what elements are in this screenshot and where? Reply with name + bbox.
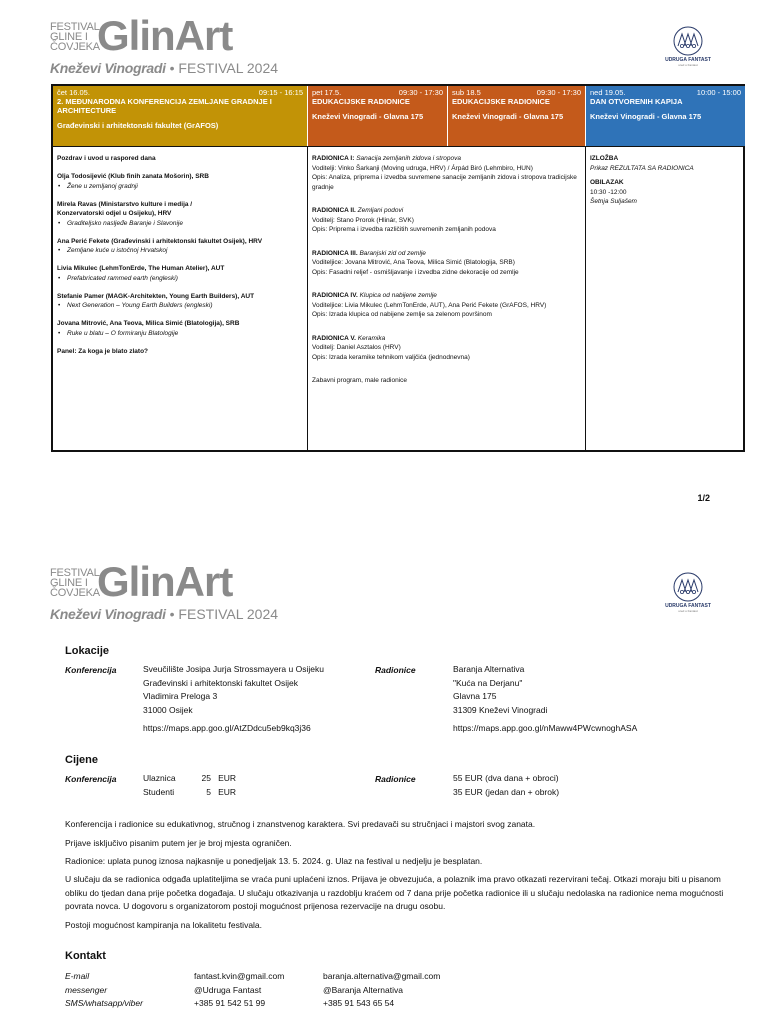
org-name: UDRUGA FANTAST — [665, 603, 711, 609]
schedule-table — [51, 84, 745, 452]
workshops-address — [453, 663, 637, 736]
exhibit-desc: Prikaz REZULTATA SA RADIONICA — [590, 164, 694, 172]
workshop-item — [312, 249, 580, 278]
workshop-leaders: Voditeljice: Jovana Mitrović, Ana Teova, Milica Simić (Blatologija, SRB) — [312, 259, 515, 266]
contact-labels — [65, 970, 143, 1011]
address-line: Baranja Alternativa — [453, 664, 525, 674]
logo-small-text — [50, 568, 102, 598]
locations-workshops-label: Radionice — [375, 665, 416, 675]
logo-small-text — [50, 22, 102, 52]
workshop-number: RADIONICA I: — [312, 155, 355, 162]
org-name: UDRUGA FANTAST — [665, 57, 711, 63]
workshop-desc: Opis: Priprema i izvedba različitih suvremenih zemljanih podova — [312, 226, 496, 233]
festival-logo — [50, 12, 280, 78]
workshop-prices — [453, 772, 559, 799]
header-day: čet 16.05. — [57, 88, 90, 97]
header-place: Kneževi Vinogradi - Glavna 175 — [590, 112, 702, 121]
talk-topic: • Graditeljsko nasljeđe Baranje i Slavonije — [57, 219, 303, 229]
talk-speaker: Jovana Mitrović, Ana Teova, Milica Simić (Blatologija), SRB — [57, 320, 240, 327]
messenger-handle[interactable]: @Udruga Fantast — [194, 984, 262, 995]
workshop-leaders: Voditeljice: Livia Mikulec (LehmTonErde, AUT), Ana Perić Fekete (GrAFOS, HRV) — [312, 301, 547, 309]
talk-topic: • Ruke u blatu – O formiranju Blatologije — [57, 329, 303, 339]
logo-wordmark: GlinArt — [97, 12, 233, 59]
page-number: 1/2 — [697, 493, 710, 503]
conference-map-link[interactable]: https://maps.app.goo.gl/AtZDdcu5eb9kq3j36 — [143, 723, 311, 733]
price-row: 55 EUR (dva dana + obroci) — [453, 773, 559, 783]
price-row: Studenti 5 EUR — [143, 786, 237, 797]
phone-number[interactable]: +385 91 543 65 54 — [323, 998, 395, 1008]
workshops-program — [312, 154, 580, 394]
workshop-item — [312, 291, 580, 320]
logo-line-3: ČOVJEKA — [50, 41, 100, 53]
info-paragraph: Radionice: uplata punog iznosa najkasnije u ponedjeljak 13. 5. 2024. g. Ulaz na festival u nedjelju je besplatan. — [65, 856, 483, 866]
workshop-leaders: Voditelj: Daniel Asztalos (HRV) — [312, 344, 401, 351]
workshop-title: Klupica od nabijene zemlje — [359, 292, 437, 299]
workshop-number: RADIONICA V. — [312, 334, 356, 342]
header-divider — [53, 146, 743, 147]
email-link[interactable]: fantast.kvin@gmail.com — [194, 971, 285, 981]
header-place: Kneževi Vinogradi - Glavna 175 — [312, 112, 424, 121]
fantast-emblem-icon — [670, 26, 706, 56]
prices-heading: Cijene — [65, 754, 99, 766]
workshop-title: Keramika — [357, 334, 386, 342]
talk-speaker: Stefanie Pamer (MAGK-Architekten, Young Earth Builders), AUT — [57, 292, 255, 300]
org-tagline: ured u Fantast — [678, 609, 698, 613]
festival-logo-2 — [50, 558, 280, 624]
logo-wordmark: GlinArt — [97, 558, 233, 605]
price-row: 35 EUR (jedan dan + obrok) — [453, 786, 560, 797]
talk-topic: • Žene u zemljanoj gradnji — [57, 182, 303, 192]
workshop-number: RADIONICA III. — [312, 249, 358, 257]
talk-item — [57, 172, 303, 191]
talk-speaker: Olja Todosijević (Klub finih zanata Mošorin), SRB — [57, 173, 209, 180]
workshop-desc: Opis: Analiza, priprema i izvedba suvremene sanacije zemljanih zidova i stropova tradicijske gradnje — [312, 174, 577, 191]
header-open-day — [585, 86, 745, 146]
prices-workshops-label: Radionice — [375, 774, 416, 784]
conference-program — [57, 154, 303, 365]
contact-fantast — [194, 970, 284, 1011]
header-place: Građevinski i arhitektonski fakultet (GrAFOS) — [57, 121, 219, 130]
workshop-desc: Opis: Izrada klupica od nabijene zemlje sa zelenom površinom — [312, 311, 492, 318]
org-tagline: ured u Fantast — [678, 63, 698, 67]
workshop-item — [312, 334, 580, 363]
tour-desc: Šetnja Suljašem — [590, 198, 637, 205]
header-day: pet 17.5. — [312, 88, 342, 97]
talk-topic: • Next Generation – Young Earth Builders (engleski) — [57, 301, 303, 311]
workshop-leaders: Voditelj: Stano Prorok (Hlinár, SVK) — [312, 216, 414, 224]
talk-item — [57, 264, 303, 283]
workshop-leaders: Voditelji: Vinko Šarkanji (Moving udruga, HRV) / Árpád Biró (Lehmbiro, HUN) — [312, 164, 533, 172]
logo-line-1: FESTIVAL — [50, 567, 100, 579]
header-time: 09:30 - 17:30 — [536, 88, 581, 97]
workshop-title: Baranjski zid od zemlje — [359, 249, 426, 257]
talk-item — [57, 237, 303, 256]
address-line: Građevinski i arhitektonski fakultet Osijek — [143, 677, 298, 688]
workshops-map-link[interactable]: https://maps.app.goo.gl/nMaww4PWcwnoghASA — [453, 723, 638, 733]
logo-line-2: GLINE I — [50, 577, 88, 589]
header-time: 09:15 - 16:15 — [258, 88, 303, 97]
contact-baranja — [323, 970, 440, 1011]
workshops-footer: Zabavni program, male radionice — [312, 377, 408, 384]
talk-item — [57, 292, 303, 311]
tour-time: 10:30 -12:00 — [590, 188, 627, 196]
workshop-item — [312, 206, 580, 235]
talk-item — [57, 319, 303, 338]
logo-subtitle: Kneževi Vinogradi • FESTIVAL 2024 — [50, 606, 279, 622]
info-paragraph: Konferencija i radionice su edukativnog, stručnog i znanstvenog karaktera. Svi predavači su stručnjaci i majstori svog zanata. — [65, 819, 536, 829]
udruga-fantast-logo-2 — [660, 572, 716, 612]
talk-topic: • Prefabricated rammed earth (engleski) — [57, 274, 303, 284]
header-title: DAN OTVORENIH KAPIJA — [590, 97, 683, 106]
column-divider — [307, 146, 308, 450]
conference-prices — [143, 772, 236, 799]
contact-label: messenger — [65, 984, 108, 995]
talk-speaker: Mirela Ravas (Ministarstvo kulture i medija / Konzervatorski odjel u Osijeku), HRV — [57, 200, 193, 217]
price-row: Ulaznica 25 EUR — [143, 773, 237, 783]
phone-number[interactable]: +385 91 542 51 99 — [194, 998, 266, 1008]
info-paragraph: Prijave isključivo pisanim putem jer je broj mjesta ograničen. — [65, 838, 292, 848]
messenger-handle[interactable]: @Baranja Alternativa — [323, 984, 403, 995]
contact-label: E-mail — [65, 971, 90, 981]
talk-speaker: Livia Mikulec (LehmTonErde, The Human Atelier), AUT — [57, 265, 225, 272]
workshop-desc: Opis: Izrada keramike tehnikom valjčića (jednodnevna) — [312, 353, 470, 361]
workshop-number: RADIONICA II. — [312, 207, 356, 214]
address-line: 31309 Kneževi Vinogradi — [453, 704, 548, 715]
workshop-desc: Opis: Fasadni reljef - osmišljavanje i izvedba zidne dekoracije od zemlje — [312, 268, 519, 276]
email-link[interactable]: baranja.alternativa@gmail.com — [323, 971, 441, 981]
talk-speaker: Ana Perić Fekete (Građevinski i arhitektonski fakultet Osijek), HRV — [57, 237, 263, 245]
workshop-item — [312, 154, 580, 192]
workshop-title: Sanacija zemljanih zidova i stropova — [356, 155, 461, 162]
exhibit-title: IZLOŽBA — [590, 155, 619, 162]
logo-line-2: GLINE I — [50, 31, 88, 43]
header-workshops-sat — [447, 86, 585, 146]
address-line: 31000 Osijek — [143, 704, 193, 715]
header-time: 09:30 - 17:30 — [398, 88, 443, 97]
header-place: Kneževi Vinogradi - Glavna 175 — [452, 112, 564, 121]
intro-text: Pozdrav i uvod u raspored dana — [57, 155, 156, 162]
header-title: EDUKACIJSKE RADIONICE — [312, 97, 410, 106]
udruga-fantast-logo — [660, 26, 716, 66]
workshop-title: Zemljani podovi — [357, 207, 404, 214]
conference-address — [143, 663, 324, 736]
panel-title: Panel: Za koga je blato zlato? — [57, 347, 149, 355]
address-line: Sveučilište Josipa Jurja Strossmayera u Osijeku — [143, 664, 324, 674]
header-day: sub 18.5 — [452, 88, 481, 97]
header-title: EDUKACIJSKE RADIONICE — [452, 97, 550, 106]
contact-label: SMS/whatsapp/viber — [65, 998, 143, 1008]
open-day-program — [590, 154, 742, 207]
workshop-number: RADIONICA IV. — [312, 292, 358, 299]
info-paragraph: Postoji mogućnost kampiranja na lokalitetu festivala. — [65, 920, 263, 930]
header-day: ned 19.05. — [590, 88, 626, 97]
logo-line-3: ČOVJEKA — [50, 587, 100, 599]
address-line: "Kuća na Derjanu" — [453, 677, 523, 688]
fantast-emblem-icon — [670, 572, 706, 602]
talk-topic: • Zemljane kuće u istočnoj Hrvatskoj — [57, 246, 303, 256]
address-line: Vladimira Preloga 3 — [143, 691, 218, 701]
contact-heading: Kontakt — [65, 950, 106, 962]
header-workshops-fri — [307, 86, 447, 146]
header-conference — [53, 86, 307, 146]
column-divider — [585, 146, 586, 450]
info-paragraph: U slučaju da se radionica odgađa uplatiteljima se vraća puni uplaćeni iznos. Prijava je obvezujuća, a polaznik ima pravo otkazati rezervirani tečaj. Otkazi moraju biti u pisanom obliku do tjedan dana prije početka događaja. U slučaju otkazivanja u razdoblju kraćem od 7 dana prije početka radionice ili u slučaju nedolaska na radionice nema mogućnosti povrata novca. U dogovoru s organizatorom postoji mogućnost prijenosa rezervacije na drugu osobu. — [65, 874, 724, 911]
prices-conference-label: Konferencija — [65, 774, 117, 784]
header-title: 2. MEĐUNARODNA KONFERENCIJA ZEMLJANE GRADNJE I ARCHITECTURE — [57, 97, 272, 115]
header-time: 10:00 - 15:00 — [696, 88, 741, 97]
logo-line-1: FESTIVAL — [50, 21, 100, 33]
logo-subtitle: Kneževi Vinogradi • FESTIVAL 2024 — [50, 60, 279, 76]
talk-item — [57, 200, 303, 229]
tour-title: OBILAZAK — [590, 179, 624, 186]
locations-conference-label: Konferencija — [65, 665, 117, 675]
locations-heading: Lokacije — [65, 645, 110, 657]
address-line: Glavna 175 — [453, 691, 497, 701]
